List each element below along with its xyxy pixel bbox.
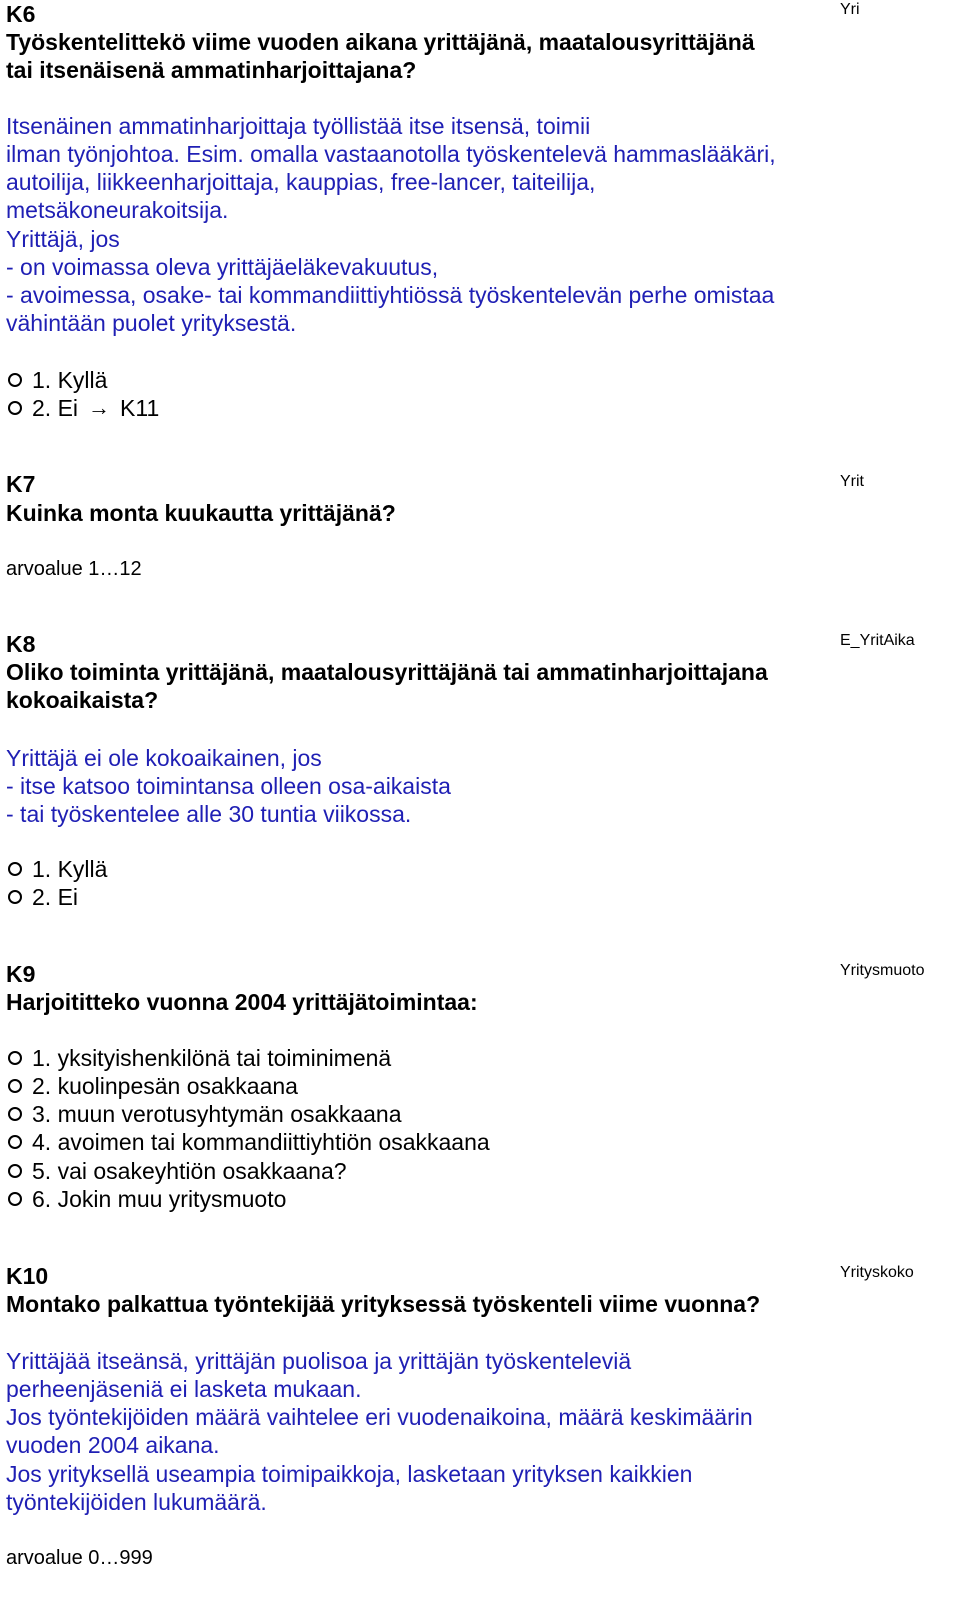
- k8-code: K8: [6, 631, 36, 657]
- k10-note-line-6: työntekijöiden lukumäärä.: [6, 1489, 267, 1515]
- k8-question-line-2: kokoaikaista?: [6, 687, 159, 713]
- k10-question: Montako palkattua työntekijää yrityksessä työskenteli viime vuonna?: [6, 1291, 761, 1317]
- k7-question: Kuinka monta kuukautta yrittäjänä?: [6, 500, 396, 526]
- k8-variable-name: E_YritAika: [840, 632, 915, 649]
- k9-option-5[interactable]: [6, 1157, 347, 1185]
- k8-option-2-label: 2. Ei: [32, 884, 79, 910]
- k6-note-line-1: Itsenäinen ammatinharjoittaja työllistää itse itsensä, toimii: [6, 113, 591, 139]
- k6-note-line-2: ilman työnjohtoa. Esim. omalla vastaanotolla työskentelevä hammaslääkäri,: [6, 141, 776, 167]
- k9-variable-name: Yritysmuoto: [840, 962, 925, 979]
- k6-note-line-6: - on voimassa oleva yrittäjäeläkevakuutus,: [6, 254, 439, 280]
- k10-note-line-2: perheenjäseniä ei lasketa mukaan.: [6, 1376, 362, 1402]
- arrow-right-icon: →: [88, 395, 111, 420]
- k8-question-line-1: Oliko toiminta yrittäjänä, maatalousyrittäjänä tai ammatinharjoittajana: [6, 659, 768, 685]
- k10-variable-name: Yrityskoko: [840, 1264, 914, 1281]
- k7-variable-name: Yrit: [840, 473, 864, 490]
- radio-circle-icon[interactable]: [8, 1051, 22, 1065]
- k6-skip-target: K11: [120, 395, 160, 421]
- k8-note-line-2: - itse katsoo toimintansa olleen osa-aikaista: [6, 773, 451, 799]
- k9-question: Harjoititteko vuonna 2004 yrittäjätoimintaa:: [6, 989, 478, 1015]
- k8-note-line-3: - tai työskentelee alle 30 tuntia viikossa.: [6, 801, 412, 827]
- k6-option-2-label: 2. Ei: [32, 395, 79, 421]
- k9-code: K9: [6, 961, 36, 987]
- k9-option-1-label: 1. yksityishenkilönä tai toiminimenä: [32, 1045, 392, 1071]
- radio-circle-icon[interactable]: [8, 1079, 22, 1093]
- k6-note-line-5: Yrittäjä, jos: [6, 226, 120, 252]
- k9-option-4[interactable]: [6, 1128, 490, 1156]
- k7-code: K7: [6, 471, 36, 497]
- k9-option-6[interactable]: [6, 1185, 286, 1213]
- k6-question-line-1: Työskentelittekö viime vuoden aikana yrittäjänä, maatalousyrittäjänä: [6, 29, 755, 55]
- radio-circle-icon[interactable]: [8, 1107, 22, 1121]
- k6-option-2[interactable]: [6, 394, 159, 422]
- k9-option-4-label: 4. avoimen tai kommandiittiyhtiön osakkaana: [32, 1129, 490, 1155]
- k6-note-line-8: vähintään puolet yrityksestä.: [6, 310, 297, 336]
- k10-range: arvoalue 0…999: [6, 1547, 153, 1569]
- k10-note-line-1: Yrittäjää itseänsä, yrittäjän puolisoa ja yrittäjän työskenteleviä: [6, 1348, 632, 1374]
- k6-option-1-label: 1. Kyllä: [32, 367, 108, 393]
- k9-option-1[interactable]: [6, 1044, 391, 1072]
- k6-option-1[interactable]: [6, 366, 107, 394]
- radio-circle-icon[interactable]: [8, 862, 22, 876]
- k10-note-line-5: Jos yrityksellä useampia toimipaikkoja, lasketaan yrityksen kaikkien: [6, 1461, 693, 1487]
- k9-option-2-label: 2. kuolinpesän osakkaana: [32, 1073, 298, 1099]
- k9-option-2[interactable]: [6, 1072, 298, 1100]
- radio-circle-icon[interactable]: [8, 1192, 22, 1206]
- radio-circle-icon[interactable]: [8, 1164, 22, 1178]
- k6-note-line-3: autoilija, liikkeenharjoittaja, kauppias, free-lancer, taiteilija,: [6, 169, 596, 195]
- k6-note-line-4: metsäkoneurakoitsija.: [6, 197, 229, 223]
- k8-option-1-label: 1. Kyllä: [32, 856, 108, 882]
- k6-question-line-2: tai itsenäisenä ammatinharjoittajana?: [6, 57, 417, 83]
- k9-option-3-label: 3. muun verotusyhtymän osakkaana: [32, 1101, 402, 1127]
- radio-circle-icon[interactable]: [8, 1135, 22, 1149]
- radio-circle-icon[interactable]: [8, 401, 22, 415]
- radio-circle-icon[interactable]: [8, 890, 22, 904]
- k10-note-line-3: Jos työntekijöiden määrä vaihtelee eri vuodenaikoina, määrä keskimäärin: [6, 1404, 753, 1430]
- k10-note-line-4: vuoden 2004 aikana.: [6, 1432, 220, 1458]
- radio-circle-icon[interactable]: [8, 373, 22, 387]
- k9-option-5-label: 5. vai osakeyhtiön osakkaana?: [32, 1158, 347, 1184]
- k6-code: K6: [6, 1, 36, 27]
- k10-code: K10: [6, 1263, 49, 1289]
- k6-variable-name: Yri: [840, 1, 860, 18]
- k8-option-2[interactable]: [6, 883, 78, 911]
- k8-note-line-1: Yrittäjä ei ole kokoaikainen, jos: [6, 745, 322, 771]
- k8-option-1[interactable]: [6, 855, 107, 883]
- k9-option-3[interactable]: [6, 1100, 401, 1128]
- k9-option-6-label: 6. Jokin muu yritysmuoto: [32, 1186, 287, 1212]
- k6-note-line-7: - avoimessa, osake- tai kommandiittiyhtiössä työskentelevän perhe omistaa: [6, 282, 775, 308]
- k7-range: arvoalue 1…12: [6, 558, 142, 580]
